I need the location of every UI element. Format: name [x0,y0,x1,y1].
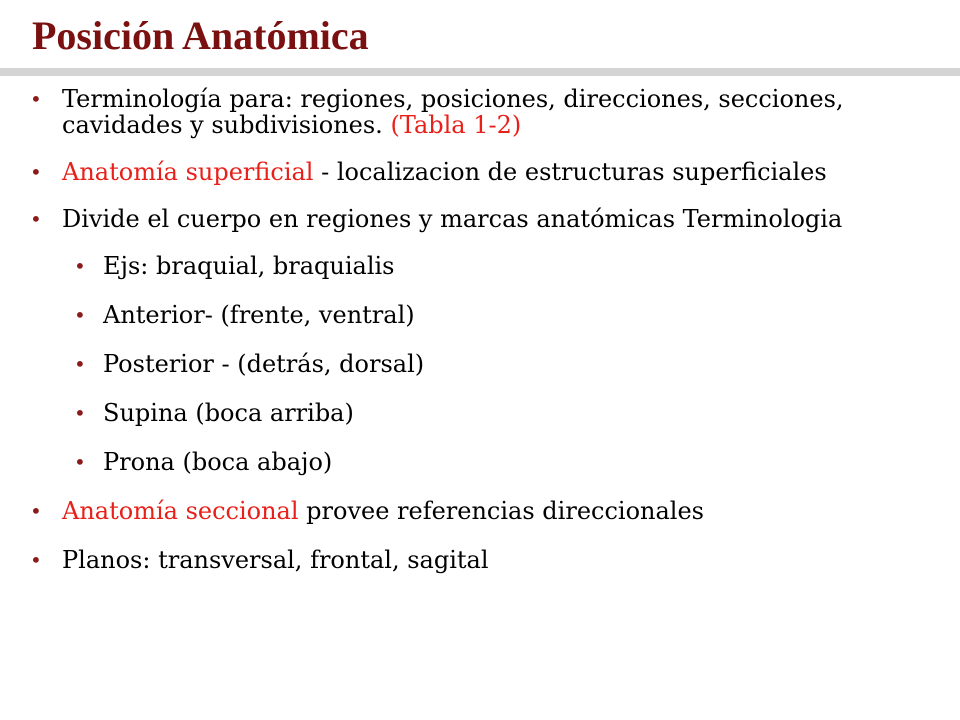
bullet-text: Terminología para: regiones, posiciones, direcciones, secciones, cavidades y subdivisiones. [62,85,844,139]
slide-title: Posición Anatómica [32,13,369,58]
sub-bullet-item [0,302,960,328]
bullet-marker: • [30,207,42,231]
sub-bullet-item [0,400,960,426]
bullet-marker: • [74,254,86,278]
bullet-text: - localizacion de estructuras superficiales [313,158,827,186]
bullet-text-highlight: Anatomía superficial [62,158,314,186]
sub-bullet-item [0,449,960,475]
bullet-text-highlight: (Tabla 1-2) [390,111,522,139]
bullet-marker: • [30,499,42,523]
sub-bullet-item [0,351,960,377]
bullet-text: Planos: transversal, frontal, sagital [62,546,489,574]
bullet-marker: • [30,87,42,111]
bullet-marker: • [30,548,42,572]
title-divider [0,68,960,76]
bullet-text: Divide el cuerpo en regiones y marcas anatómicas Terminologia [62,205,843,233]
bullet-marker: • [74,401,86,425]
bullet-text: Ejs: braquial, braquialis [103,252,395,280]
bullet-text: Posterior - (detrás, dorsal) [103,350,425,378]
bullet-item [0,86,960,138]
bullet-text: provee referencias direccionales [298,497,704,525]
bullet-text: Supina (boca arriba) [103,399,354,427]
bullet-list [0,86,960,573]
bullet-marker: • [74,450,86,474]
bullet-text: Prona (boca abajo) [103,448,333,476]
bullet-item [0,547,960,573]
bullet-item [0,159,960,185]
sub-bullet-item [0,253,960,279]
bullet-marker: • [74,352,86,376]
bullet-marker: • [74,303,86,327]
bullet-text-highlight: Anatomía seccional [62,497,299,525]
bullet-marker: • [30,160,42,184]
bullet-item [0,206,960,232]
bullet-item [0,498,960,524]
bullet-text: Anterior- (frente, ventral) [103,301,415,329]
